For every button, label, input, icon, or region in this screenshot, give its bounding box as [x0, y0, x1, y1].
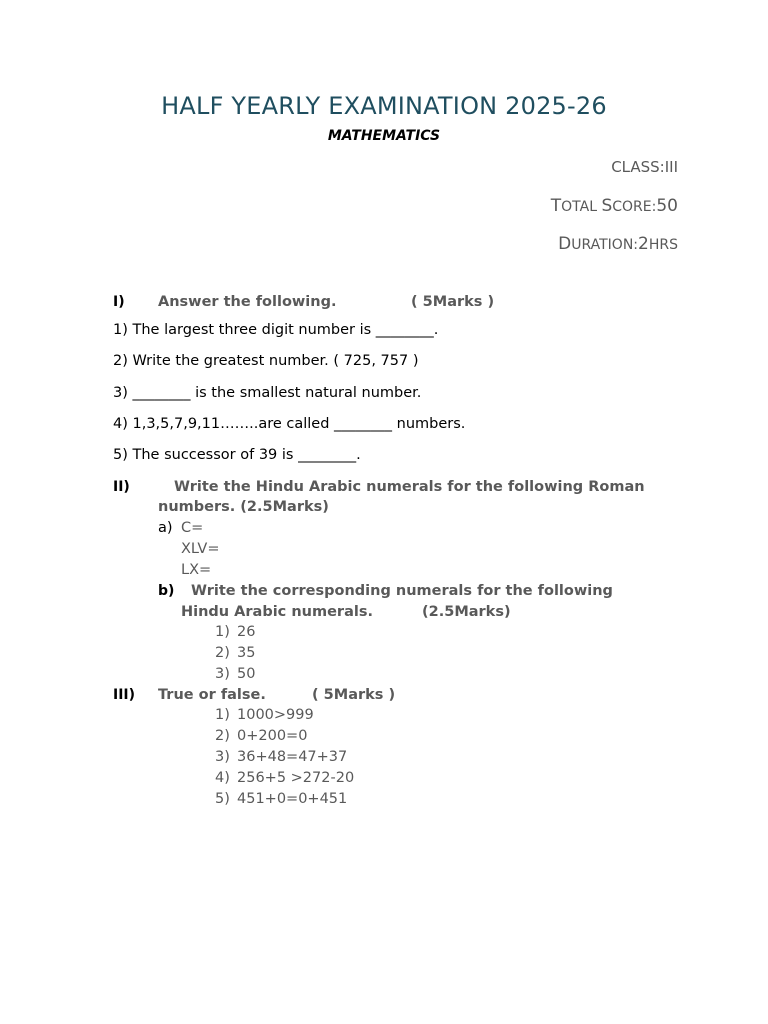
duration-rest: URATION: [571, 237, 639, 253]
roman-item-3: LX= [181, 562, 212, 578]
part-a-label: a) [158, 520, 173, 536]
question-2: 2) Write the greatest number. ( 725, 757 ) [113, 353, 419, 369]
true-false-item-3-number: 3) [215, 749, 230, 765]
true-false-item-1 [215, 707, 314, 723]
duration-value: 2 [638, 234, 649, 254]
true-false-item-4-text: 256+5 >272-20 [237, 770, 355, 786]
duration-unit: HRS [648, 237, 678, 253]
section-2-heading-line-2: numbers. (2.5Marks) [158, 499, 329, 515]
part-b-marks: (2.5Marks) [422, 604, 511, 620]
total-score-rest-2: CORE: [612, 199, 657, 215]
part-b-label: b) [158, 583, 175, 599]
question-4: 4) 1,3,5,7,9,11……..are called ________ numbers. [113, 416, 466, 432]
numeral-item-2 [215, 645, 255, 661]
true-false-item-5-text: 451+0=0+451 [237, 791, 348, 807]
roman-item-1: C= [181, 520, 204, 536]
section-2-heading-line-1: Write the Hindu Arabic numerals for the following Roman [174, 479, 645, 495]
section-3-heading: True or false. [158, 687, 266, 703]
exam-title: HALF YEARLY EXAMINATION 2025-26 [161, 92, 607, 120]
total-score-rest-1: OTAL [561, 199, 602, 215]
section-3-marks: ( 5Marks ) [312, 687, 396, 703]
total-score [551, 196, 678, 216]
true-false-item-4-number: 4) [215, 770, 230, 786]
subject-title: MATHEMATICS [327, 128, 441, 144]
section-2-number: II) [113, 479, 130, 495]
numeral-item-3-text: 50 [237, 666, 256, 682]
true-false-item-2-number: 2) [215, 728, 230, 744]
numeral-item-2-number: 2) [215, 645, 230, 661]
true-false-item-4 [215, 770, 354, 786]
numeral-item-1-text: 26 [237, 624, 256, 640]
true-false-item-2 [215, 728, 307, 744]
section-1-marks: ( 5Marks ) [411, 294, 495, 310]
question-3: 3) ________ is the smallest natural number. [113, 385, 422, 401]
part-b-heading-line-1: Write the corresponding numerals for the following [191, 583, 613, 599]
section-1-heading: Answer the following. [158, 294, 337, 310]
section-3-number: III) [113, 687, 136, 703]
total-score-initial-t: T [550, 196, 562, 216]
true-false-item-3-text: 36+48=47+37 [237, 749, 348, 765]
total-score-initial-s: S [601, 196, 613, 216]
duration [558, 234, 678, 254]
true-false-item-3 [215, 749, 347, 765]
roman-item-2: XLV= [181, 541, 220, 557]
class-label: CLASS:III [611, 158, 678, 176]
numeral-item-1-number: 1) [215, 624, 230, 640]
part-b-heading-line-2: Hindu Arabic numerals. [181, 604, 373, 620]
numeral-item-1 [215, 624, 255, 640]
true-false-item-5-number: 5) [215, 791, 230, 807]
total-score-value: 50 [656, 196, 678, 216]
numeral-item-3-number: 3) [215, 666, 230, 682]
section-1-number: I) [113, 294, 125, 310]
true-false-item-2-text: 0+200=0 [237, 728, 308, 744]
numeral-item-3 [215, 666, 255, 682]
true-false-item-5 [215, 791, 347, 807]
true-false-item-1-text: 1000>999 [237, 707, 314, 723]
duration-initial-d: D [558, 234, 572, 254]
numeral-item-2-text: 35 [237, 645, 256, 661]
true-false-item-1-number: 1) [215, 707, 230, 723]
question-1: 1) The largest three digit number is ________. [113, 322, 439, 338]
question-5: 5) The successor of 39 is ________. [113, 447, 361, 463]
